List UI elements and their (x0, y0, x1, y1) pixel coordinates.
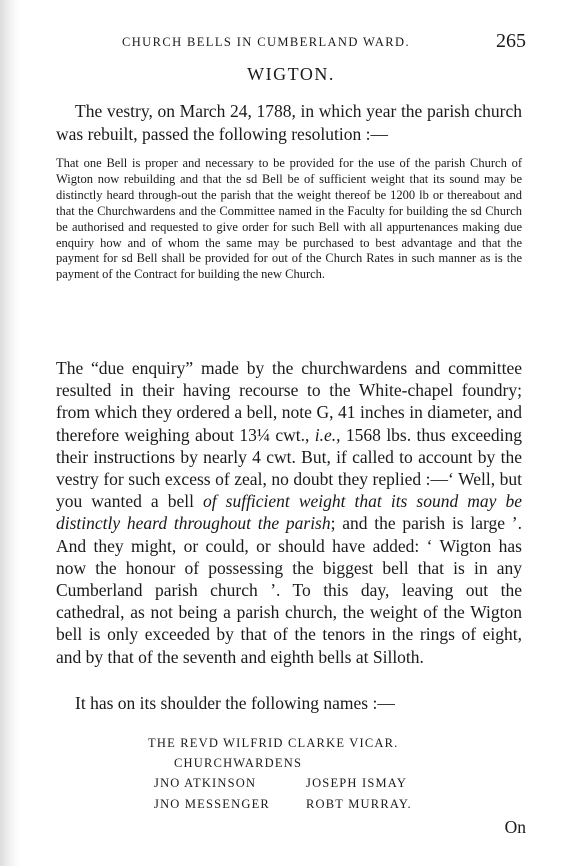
book-page (56, 0, 526, 866)
warden-name: JOSEPH ISMAY (306, 776, 408, 790)
warden-name: JNO ATKINSON (154, 776, 257, 790)
vestry-resolution: That one Bell is proper and necessary to be provided for the use of the parish Church of Wigton now rebuilding and that the sd Bell be of sufficient weight that its sound may be distinctly heard through-out the parish that the weight thereof be 1200 lb or thereabout and that the Churchwardens and the Committee named in the Faculty for building the sd Church be authorised and requested to give order for such Bell with all appurtenances making due enquiry how and of whom the same may be purchased to best advantage and that the payment for sd Bell shall be provided for out of the Church Rates in such manner as is the payment of the Contract for building the new Church. (56, 156, 522, 282)
body-quote: of sufficient weight that its sound may be distinctly heard throughout the parish (56, 491, 522, 534)
warden-name: ROBT MURRAY. (306, 797, 412, 811)
inscription-vicar-line: THE REVD WILFRID CLARKE VICAR. (148, 736, 399, 750)
section-title: WIGTON. (247, 64, 335, 84)
names-intro: It has on its shoulder the following names :— (75, 693, 395, 713)
page-number: 265 (496, 30, 526, 52)
page-header (122, 30, 526, 50)
running-title: CHURCH BELLS IN CUMBERLAND WARD. (122, 35, 410, 49)
page-binding-shadow (0, 0, 20, 866)
body-paragraph (56, 357, 522, 668)
body-ie: i.e., (314, 424, 341, 445)
intro-paragraph: The vestry, on March 24, 1788, in which year the parish church was rebuilt, passed the following resolution :— (56, 101, 522, 144)
inscription-churchwardens-heading: CHURCHWARDENS (174, 756, 303, 770)
body-text-3: ; and the parish is large ’. And they might, or could, or should have added: ‘ Wigton has now the honour of possessing the biggest bell that is in any Cumberland parish church ’. To this day, leaving out the cathedral, as not being a parish church, the weight of the Wigton bell is only exceeded by that of the tenors in the rings of eight, and by that of the seventh and eighth bells at Silloth. (56, 513, 522, 667)
body-text-2: 1568 lbs. thus exceeding their instructions by nearly 4 cwt. But, if called to account by the vestry for such excess of zeal, no doubt they replied :—‘ Well, but you wanted a bell (56, 424, 522, 512)
warden-name: JNO MESSENGER (154, 797, 270, 811)
catchword: On (504, 817, 526, 837)
body-text-1: The “due enquiry” made by the churchwardens and committee resulted in their having recourse to the White-chapel foundry; from which they ordered a bell, note G, 41 inches in diameter, and therefore weighing about 13¼ cwt., (56, 358, 522, 445)
